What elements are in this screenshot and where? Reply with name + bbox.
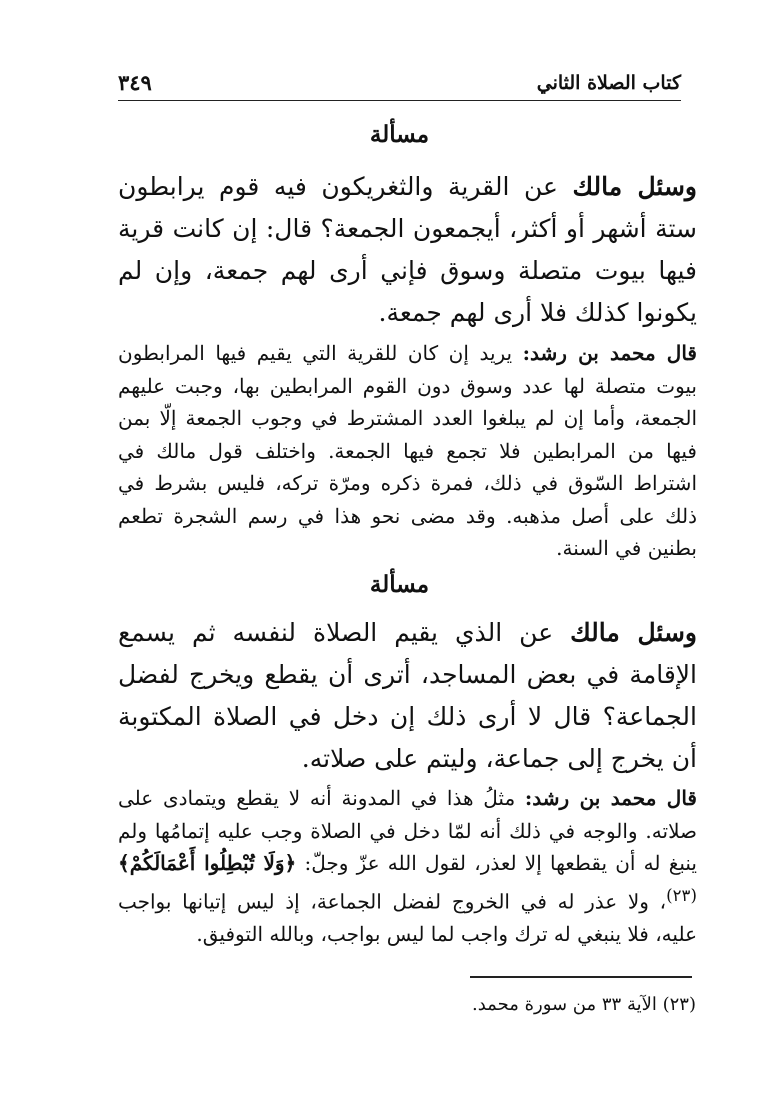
footnote: (٢٣) الآية ٣٣ من سورة محمد. — [472, 994, 696, 1015]
question-text: عن القرية والثغريكون فيه قوم يرابطون ستة أشهر أو أكثر، أيجمعون الجمعة؟ قال: إن كانت قرية فيها بيوت متصلة وسوق فإني أرى لهم جمعة، وإن لم يكونوا كذلك فلا أرى لهم جمعة. — [118, 172, 697, 327]
page-number: ٣٤٩ — [118, 70, 152, 95]
question-paragraph — [118, 166, 697, 334]
footnote-divider — [470, 976, 692, 978]
commentary-paragraph — [118, 782, 697, 950]
question-text: عن الذي يقيم الصلاة لنفسه ثم يسمع الإقامة في بعض المساجد، أترى أن يقطع ويخرج لفضل الجماعة؟ قال لا أرى ذلك إن دخل في الصلاة المكتوبة أن يخرج إلى جماعة، وليتم على صلاته. — [118, 618, 697, 773]
question-lead: وسئل مالك — [570, 618, 697, 647]
question-paragraph — [118, 612, 697, 780]
footnote-reference: (٢٣) — [666, 885, 697, 905]
commentary-lead: قال محمد بن رشد: — [522, 341, 697, 365]
running-header — [118, 70, 681, 101]
question-lead: وسئل مالك — [572, 172, 698, 201]
commentary-text: يريد إن كان للقرية التي يقيم فيها المرابطون بيوت متصلة لها عدد وسوق دون القوم المرابطين بها، وجبت عليهم الجمعة، وأما إن لم يبلغوا العدد المشترط في وجوب الجمعة إلّا بمن فيها من المرابطين فلا تجمع فيها الجمعة. واختلف قول مالك في اشتراط السّوق في ذلك، فمرة ذكره ومرّة تركه، فليس بشرط في ذلك على أصل مذهبه. وقد مضى نحو هذا في رسم الشجرة تطعم بطنين في السنة. — [118, 341, 697, 560]
book-title: كتاب الصلاة الثاني — [536, 72, 681, 94]
commentary-paragraph — [118, 337, 697, 565]
quran-quote: ﴿وَلَا تُبْطِلُوا أَعْمَالَكُمْ﴾ — [118, 851, 297, 875]
commentary-text-after-quote: ، ولا عذر له في الخروج لفضل الجماعة، إذ ليس إتيانها بواجب عليه، فلا ينبغي له ترك واجب لما ليس بواجب، وبالله التوفيق. — [118, 889, 697, 946]
commentary-lead: قال محمد بن رشد: — [524, 786, 697, 810]
commentary-text-before-quote: مثلُ هذا في المدونة أنه لا يقطع ويتمادى على صلاته. والوجه في ذلك أنه لمّا دخل في الصلاة وجب عليه إتمامُها ولم ينبغ له أن يقطعها إلا لعذر، لقول الله عزّ وجلّ: — [118, 786, 697, 875]
section-heading: مسألة — [369, 571, 430, 598]
section-heading: مسألة — [369, 121, 430, 148]
